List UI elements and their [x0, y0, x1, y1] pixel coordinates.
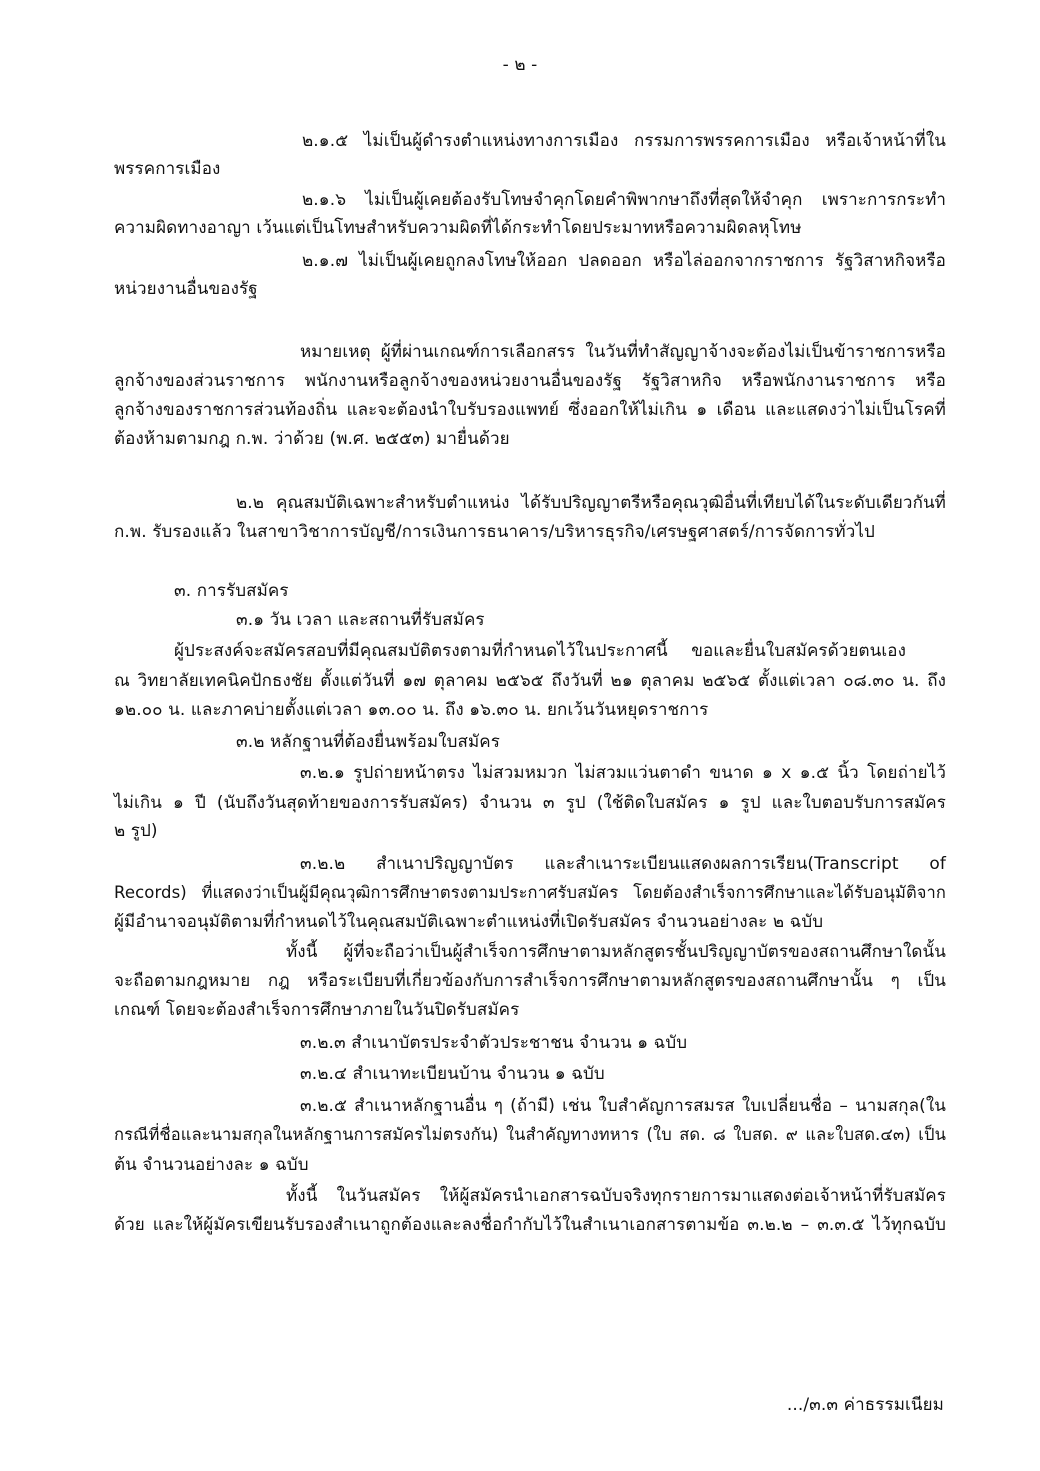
clause-2-1-7-line-1: ๒.๑.๗ ไม่เป็นผู้เคยถูกลงโทษให้ออก ปลดออก หรือไล่ออกจากราชการ รัฐวิสาหกิจหรือ — [302, 251, 946, 271]
clause-3-2-5-line-1: ๓.๒.๕ สำเนาหลักฐานอื่น ๆ (ถ้ามี) เช่น ใบสำคัญการสมรส ใบเปลี่ยนชื่อ – นามสกุล(ใน — [300, 1096, 946, 1116]
clause-3-2-5-line-3: ต้น จำนวนอย่างละ ๑ ฉบับ — [114, 1155, 309, 1175]
clause-3-2-2-line-2: Records) ที่แสดงว่าเป็นผู้มีคุณวุฒิการศึกษาตรงตามประกาศรับสมัคร โดยต้องสำเร็จการศึกษาและได้รับอนุมัติจาก — [114, 883, 946, 902]
page-number: - ๒ - — [502, 55, 538, 75]
note-line-3: ลูกจ้างของราชการส่วนท้องถิ่น และจะต้องนำใบรับรองแพทย์ ซึ่งออกให้ไม่เกิน ๑ เดือน และแสดงว่าไม่เป็นโรคที่ — [114, 400, 946, 420]
final-note-line-2: ด้วย และให้ผู้มัครเขียนรับรองสำเนาถูกต้องและลงชื่อกำกับไว้ในสำเนาเอกสารตามข้อ ๓.๒.๒ – ๓.๓.๕ ไว้ทุกฉบับ — [114, 1215, 946, 1235]
clause-2-1-5-line-1: ๒.๑.๕ ไม่เป็นผู้ดำรงตำแหน่งทางการเมือง กรรมการพรรคการเมือง หรือเจ้าหน้าที่ใน — [302, 131, 946, 151]
clause-2-2-line-2: ก.พ. รับรองแล้ว ในสาขาวิชาการบัญชี/การเงินการธนาคาร/บริหารธุรกิจ/เศรษฐศาสตร์/การจัดการทั่วไป — [114, 522, 875, 542]
clause-3-2-heading: ๓.๒ หลักฐานที่ต้องยื่นพร้อมใบสมัคร — [236, 732, 500, 752]
note-line-1: หมายเหตุ ผู้ที่ผ่านเกณฑ์การเลือกสรร ในวันที่ทำสัญญาจ้างจะต้องไม่เป็นข้าราชการหรือ — [300, 342, 946, 362]
clause-2-1-6-line-2: ความผิดทางอาญา เว้นแต่เป็นโทษสำหรับความผิดที่ได้กระทำโดยประมาทหรือความผิดลหุโทษ — [114, 218, 802, 238]
clause-2-2-line-1: ๒.๒ คุณสมบัติเฉพาะสำหรับตำแหน่ง ได้รับปริญญาตรีหรือคุณวุฒิอื่นที่เทียบได้ในระดับเดียวกันที่ — [236, 493, 946, 513]
clause-3-1-heading: ๓.๑ วัน เวลา และสถานที่รับสมัคร — [236, 610, 485, 630]
clause-3-2-1-line-1: ๓.๒.๑ รูปถ่ายหน้าตรง ไม่สวมหมวก ไม่สวมแว่นตาดำ ขนาด ๑ x ๑.๕ นิ้ว โดยถ่ายไว้ — [300, 763, 946, 783]
clause-3-2-1-line-2: ไม่เกิน ๑ ปี (นับถึงวันสุดท้ายของการรับสมัคร) จำนวน ๓ รูป (ใช้ติดใบสมัคร ๑ รูป และใบตอบรับการสมัคร — [114, 793, 946, 813]
clause-3-2-1-line-3: ๒ รูป) — [114, 821, 158, 841]
clause-3-2-2-line-5: จะถือตามกฎหมาย กฎ หรือระเบียบที่เกี่ยวข้องกับการสำเร็จการศึกษาตามหลักสูตรของสถานศึกษานั้น ๆ เป็น — [114, 971, 946, 991]
clause-3-2-2-line-6: เกณฑ์ โดยจะต้องสำเร็จการศึกษาภายในวันปิดรับสมัคร — [114, 1000, 520, 1020]
clause-3-2-5-line-2: กรณีที่ชื่อและนามสกุลในหลักฐานการสมัครไม่ตรงกัน) ในสำคัญทางทหาร (ใบ สด. ๘ ใบสด. ๙ และใบสด.๔๓) เป็น — [114, 1125, 946, 1144]
clause-3-1-line-2: ณ วิทยาลัยเทคนิคปักธงชัย ตั้งแต่วันที่ ๑๗ ตุลาคม ๒๕๖๕ ถึงวันที่ ๒๑ ตุลาคม ๒๕๖๕ ตั้งแต่เวลา ๐๘.๓๐ น. ถึง — [114, 671, 946, 691]
clause-3-2-2-line-4: ทั้งนี้ ผู้ที่จะถือว่าเป็นผู้สำเร็จการศึกษาตามหลักสูตรชั้นปริญญาบัตรของสถานศึกษาใดนั้น — [286, 942, 946, 962]
clause-3-2-4: ๓.๒.๔ สำเนาทะเบียนบ้าน จำนวน ๑ ฉบับ — [300, 1064, 605, 1084]
clause-3-2-2-line-3: ผู้มีอำนาจอนุมัติตามที่กำหนดไว้ในคุณสมบัติเฉพาะตำแหน่งที่เปิดรับสมัคร จำนวนอย่างละ ๒ ฉบับ — [114, 912, 824, 932]
clause-3-2-3: ๓.๒.๓ สำเนาบัตรประจำตัวประชาชน จำนวน ๑ ฉบับ — [300, 1033, 688, 1053]
note-line-2: ลูกจ้างของส่วนราชการ พนักงานหรือลูกจ้างของหน่วยงานอื่นของรัฐ รัฐวิสาหกิจ หรือพนักงานราชการ หรือ — [114, 371, 946, 391]
clause-3-2-2-line-1: ๓.๒.๒ สำเนาปริญญาบัตร และสำเนาระเบียนแสดงผลการเรียน(Transcript of — [300, 854, 946, 874]
clause-3-1-line-3: ๑๒.๐๐ น. และภาคบ่ายตั้งแต่เวลา ๑๓.๐๐ น. ถึง ๑๖.๓๐ น. ยกเว้นวันหยุดราชการ — [114, 700, 709, 720]
clause-3-1-line-1: ผู้ประสงค์จะสมัครสอบที่มีคุณสมบัติตรงตามที่กำหนดไว้ในประกาศนี้ ขอและยื่นใบสมัครด้วยตนเอง — [174, 641, 906, 661]
clause-2-1-7-line-2: หน่วยงานอื่นของรัฐ — [114, 279, 258, 299]
note-line-4: ต้องห้ามตามกฎ ก.พ. ว่าด้วย (พ.ศ. ๒๕๕๓) มายื่นด้วย — [114, 429, 510, 449]
clause-2-1-5-line-2: พรรคการเมือง — [114, 159, 221, 179]
final-note-line-1: ทั้งนี้ ในวันสมัคร ให้ผู้สมัครนำเอกสารฉบับจริงทุกรายการมาแสดงต่อเจ้าหน้าที่รับสมัคร — [286, 1186, 946, 1206]
continuation-footer: .../๓.๓ ค่าธรรมเนียม — [786, 1395, 944, 1415]
clause-2-1-6-line-1: ๒.๑.๖ ไม่เป็นผู้เคยต้องรับโทษจำคุกโดยคำพิพากษาถึงที่สุดให้จำคุก เพราะการกระทำ — [302, 190, 946, 210]
section-3-heading: ๓. การรับสมัคร — [174, 581, 289, 601]
